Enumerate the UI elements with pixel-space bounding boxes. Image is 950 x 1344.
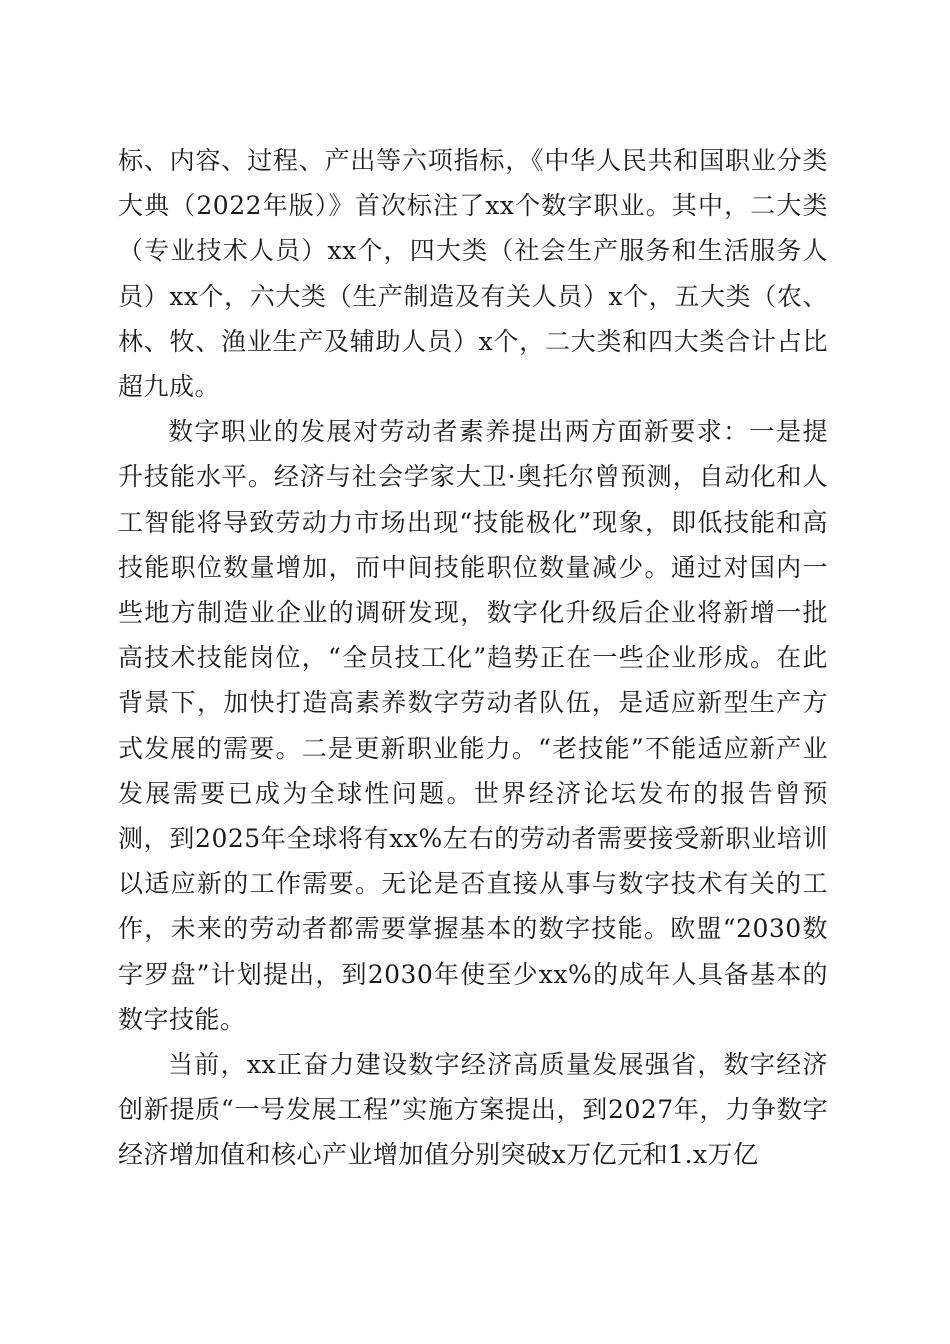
document-body (118, 138, 828, 1178)
paragraph-digital-skills-requirements: 数字职业的发展对劳动者素养提出两方面新要求：一是提升技能水平。经济与社会学家大卫·奥托尔曾预测，自动化和人工智能将导致劳动力市场出现“技能极化”现象，即低技能和高技能职位数量增加，而中间技能职位数量减少。通过对国内一些地方制造业企业的调研发现，数字化升级后企业将新增一批高技术技能岗位，“全员技工化”趋势正在一些企业形成。在此背景下，加快打造高素养数字劳动者队伍，是适应新型生产方式发展的需要。二是更新职业能力。“老技能”不能适应新产业发展需要已成为全球性问题。世界经济论坛发布的报告曾预测，到2025年全球将有xx%左右的劳动者需要接受新职业培训以适应新的工作需要。无论是否直接从事与数字技术有关的工作，未来的劳动者都需要掌握基本的数字技能。欧盟“2030数字罗盘”计划提出，到2030年使至少xx%的成年人具备基本的数字技能。 (118, 417, 828, 1034)
paragraph-occupation-classification: 标、内容、过程、产出等六项指标，《中华人民共和国职业分类大典（2022年版）》首次标注了xx个数字职业。其中，二大类（专业技术人员）xx个，四大类（社会生产服务和生活服务人员）xx个，六大类（生产制造及有关人员）x个，五大类（农、林、牧、渔业生产及辅助人员）x个，二大类和四大类合计占比超九成。 (118, 146, 828, 402)
paragraph-digital-economy-plan: 当前，xx正奋力建设数字经济高质量发展强省，数字经济创新提质“一号发展工程”实施方案提出，到2027年，力争数字经济增加值和核心产业增加值分别突破x万亿元和1.x万亿 (118, 1050, 828, 1170)
